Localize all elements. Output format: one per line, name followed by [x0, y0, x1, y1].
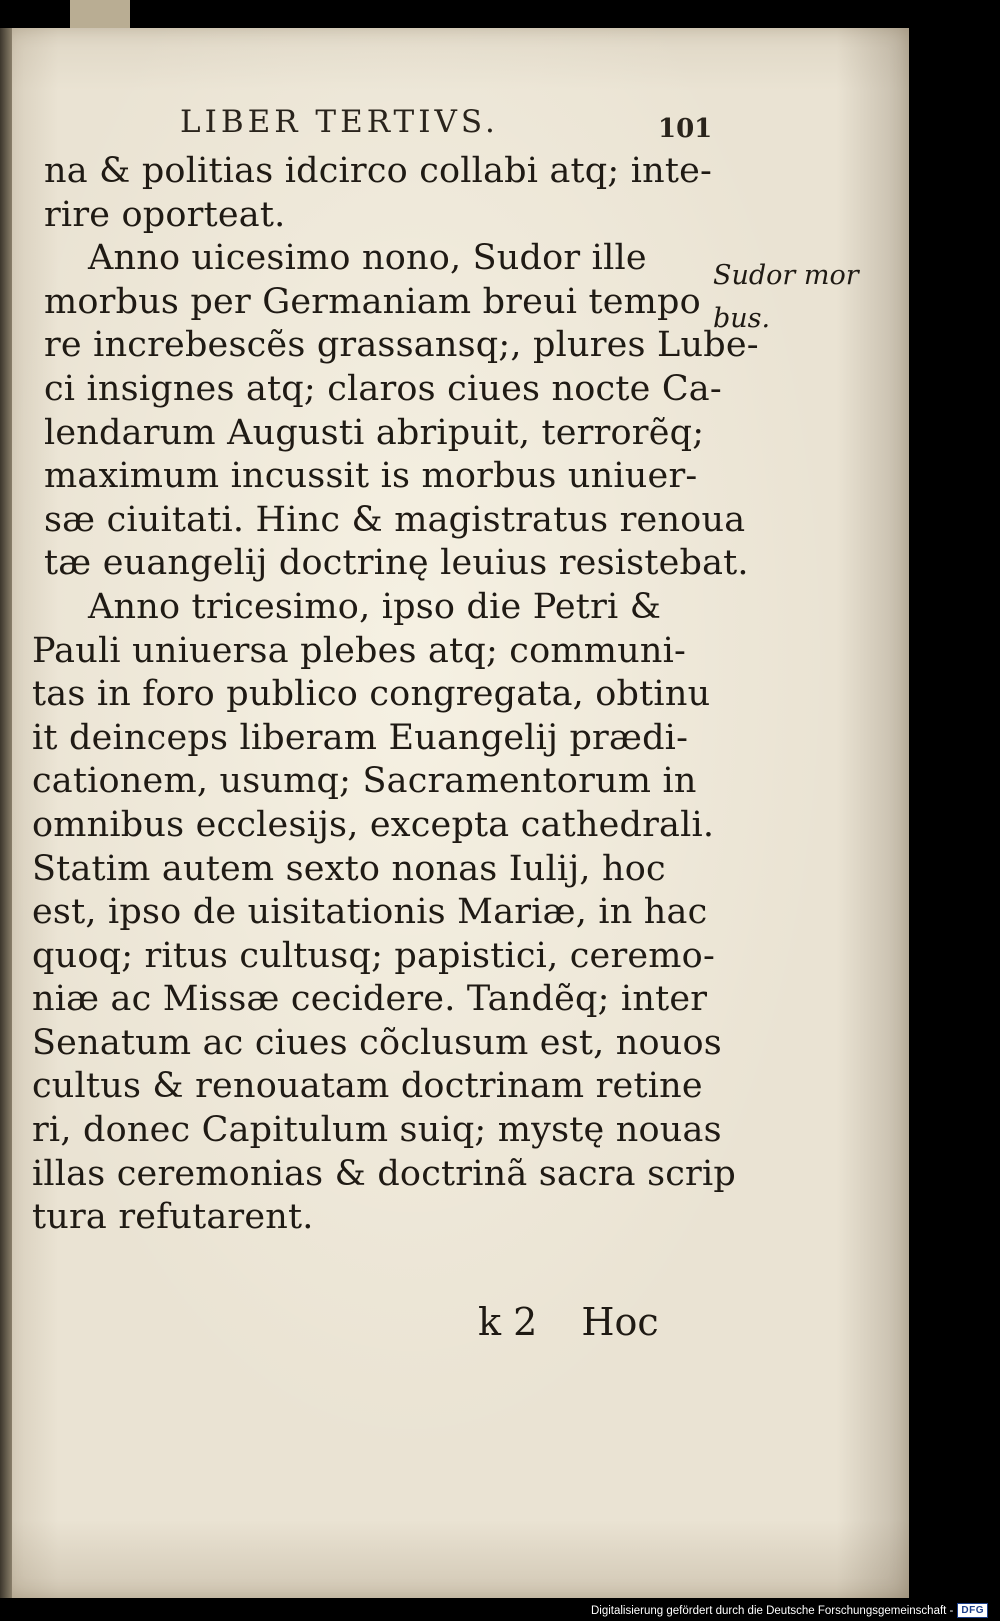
dfg-logo: DFG [957, 1603, 988, 1618]
text-line: Statim autem sexto nonas Iulij, hoc [32, 848, 666, 889]
text-line: Anno uicesimo nono, Sudor ille [88, 238, 647, 279]
text-line: Pauli uniuersa plebes atq; communi- [32, 630, 687, 671]
text-line: it deinceps liberam Euangelij prædi- [32, 717, 689, 758]
margin-note-line: bus. [713, 303, 771, 334]
margin-note-line: Sudor mor [713, 260, 859, 291]
text-line: ri, donec Capitulum suiq; mystę nouas [32, 1110, 722, 1151]
text-line: lendarum Augusti abripuit, terrorẽq; [44, 412, 705, 453]
text-line: cultus & renouatam doctrinam retine [32, 1066, 703, 1107]
body-text [32, 150, 759, 1240]
text-line: tæ euangelij doctrinę leuius resistebat. [44, 543, 749, 584]
folio-number: 101 [658, 114, 713, 144]
text-line: tura refutarent. [32, 1197, 314, 1238]
text-line: morbus per Germaniam breui tempo [44, 281, 701, 322]
text-line: illas ceremonias & doctrinã sacra scrip [32, 1153, 736, 1194]
digitization-credit [591, 1603, 988, 1618]
running-head: LIBER TERTIVS. [180, 104, 499, 140]
text-line: maximum incussit is morbus uniuer- [44, 456, 698, 497]
text-line: Senatum ac ciues cõclusum est, nouos [32, 1022, 722, 1063]
text-line: Anno tricesimo, ipso die Petri & [88, 586, 662, 627]
text-line: est, ipso de uisitationis Mariæ, in hac [32, 892, 708, 933]
text-line: re increbescẽs grassansq;, plures Lube- [44, 325, 759, 366]
text-line: ci insignes atq; claros ciues nocte Ca- [44, 368, 722, 409]
signature-mark: k 2 [478, 1300, 538, 1344]
text-line: sæ ciuitati. Hinc & magistratus renoua [44, 499, 746, 540]
text-line: tas in foro publico congregata, obtinu [32, 674, 711, 715]
text-line: niæ ac Missæ cecidere. Tandẽq; inter [32, 979, 708, 1020]
page-tab-edge [70, 0, 130, 30]
text-line: omnibus ecclesijs, excepta cathedrali. [32, 804, 715, 845]
text-line: cationem, usumq; Sacramentorum in [32, 761, 697, 802]
binding-edge [0, 28, 12, 1598]
text-line: quoq; ritus cultusq; papistici, ceremo- [32, 935, 715, 976]
text-line: na & politias idcirco collabi atq; inte- [44, 151, 713, 191]
catchline [478, 1300, 659, 1344]
text-line: rire oporteat. [44, 194, 286, 235]
margin-note [713, 254, 859, 340]
credit-text: Digitalisierung gefördert durch die Deutsche Forschungsgemeinschaft - [590, 1604, 954, 1617]
catchword: Hoc [581, 1300, 659, 1344]
